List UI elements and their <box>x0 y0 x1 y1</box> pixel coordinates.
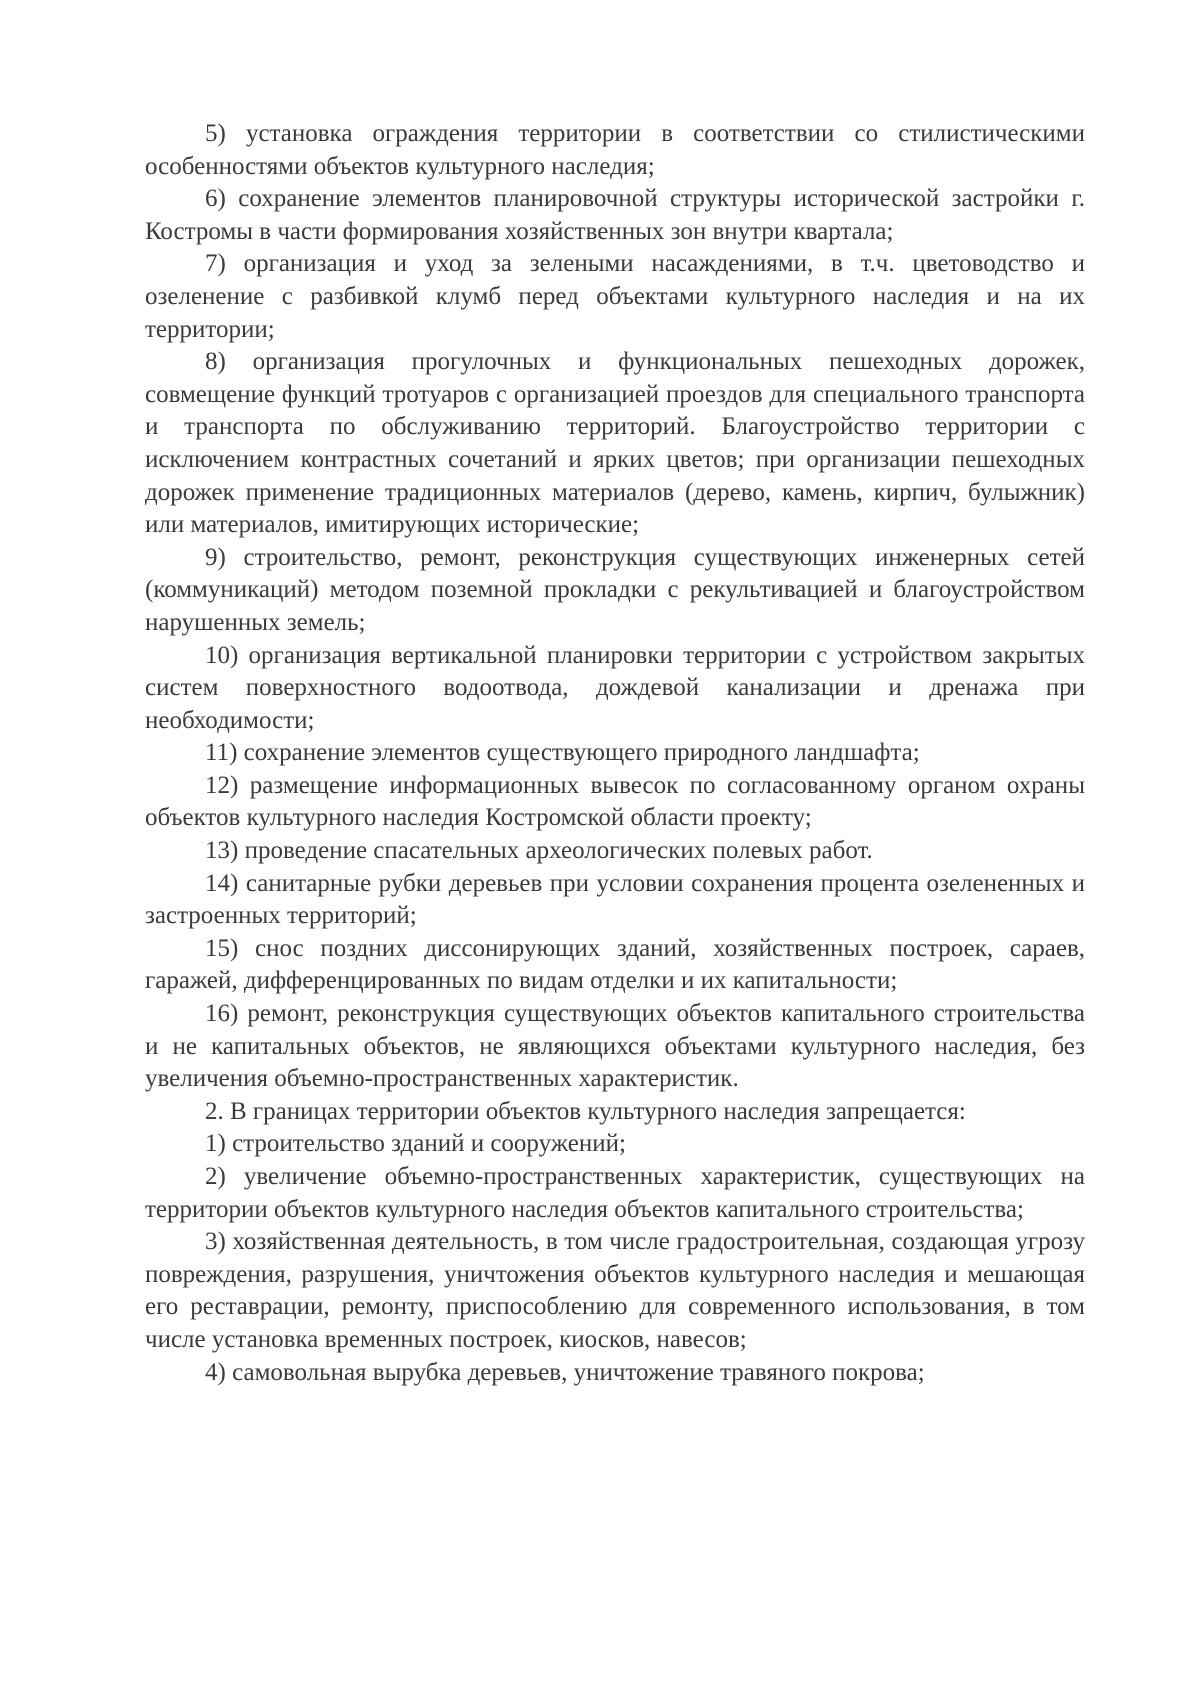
document-body <box>145 118 1085 1389</box>
paragraph-item-15: 15) снос поздних диссонирующих зданий, хозяйственных построек, сараев, гаражей, дифференцированных по видам отделки и их капитальности; <box>145 934 1085 995</box>
paragraph-item-9: 9) строительство, ремонт, реконструкция существующих инженерных сетей (коммуникаций) методом поземной прокладки с рекультивацией и благоустройством нарушенных земель; <box>145 543 1085 636</box>
paragraph-item-10: 10) организация вертикальной планировки территории с устройством закрытых систем поверхностного водоотвода, дождевой канализации и дренажа при необходимости; <box>145 641 1085 734</box>
prohibition-item-4: 4) самовольная вырубка деревьев, уничтожение травяного покрова; <box>205 1358 925 1386</box>
section-heading-2: 2. В границах территории объектов культурного наследия запрещается: <box>205 1097 966 1125</box>
paragraph-item-5: 5) установка ограждения территории в соответствии со стилистическими особенностями объектов культурного наследия; <box>145 120 1085 180</box>
paragraph-item-7: 7) организация и уход за зелеными насаждениями, в т.ч. цветоводство и озеленение с разбивкой клумб перед объектами культурного наследия и на их территории; <box>145 250 1085 343</box>
paragraph-item-8: 8) организация прогулочных и функциональных пешеходных дорожек, совмещение функций тротуаров с организацией проездов для специального транспорта и транспорта по обслуживанию территорий. Благоустройство территории с исключением контрастных сочетаний и ярких цветов; при организации пешеходных дорожек применение традиционных материалов (дерево, камень, кирпич, булыжник) или материалов, имитирующих исторические; <box>145 348 1085 539</box>
paragraph-item-11: 11) сохранение элементов существующего природного ландшафта; <box>205 739 920 767</box>
prohibition-item-1: 1) строительство зданий и сооружений; <box>205 1130 626 1158</box>
paragraph-item-13: 13) проведение спасательных археологических полевых работ. <box>205 837 873 865</box>
paragraph-item-6: 6) сохранение элементов планировочной структуры исторической застройки г. Костромы в части формирования хозяйственных зон внутри квартала; <box>145 185 1085 245</box>
prohibition-item-2: 2) увеличение объемно-пространственных характеристик, существующих на территории объектов культурного наследия объектов капитального строительства; <box>145 1163 1085 1223</box>
paragraph-item-12: 12) размещение информационных вывесок по согласованному органом охраны объектов культурного наследия Костромской области проекту; <box>145 771 1085 832</box>
paragraph-item-16: 16) ремонт, реконструкция существующих объектов капитального строительства и не капитальных объектов, не являющихся объектами культурного наследия, без увеличения объемно-пространственных характеристик. <box>145 1000 1085 1093</box>
paragraph-item-14: 14) санитарные рубки деревьев при условии сохранения процента озелененных и застроенных территорий; <box>145 869 1085 930</box>
prohibition-item-3: 3) хозяйственная деятельность, в том числе градостроительная, создающая угрозу повреждения, разрушения, уничтожения объектов культурного наследия и мешающая его реставрации, ремонту, приспособлению для современного использования, в том числе установка временных построек, киосков, навесов; <box>145 1228 1085 1353</box>
